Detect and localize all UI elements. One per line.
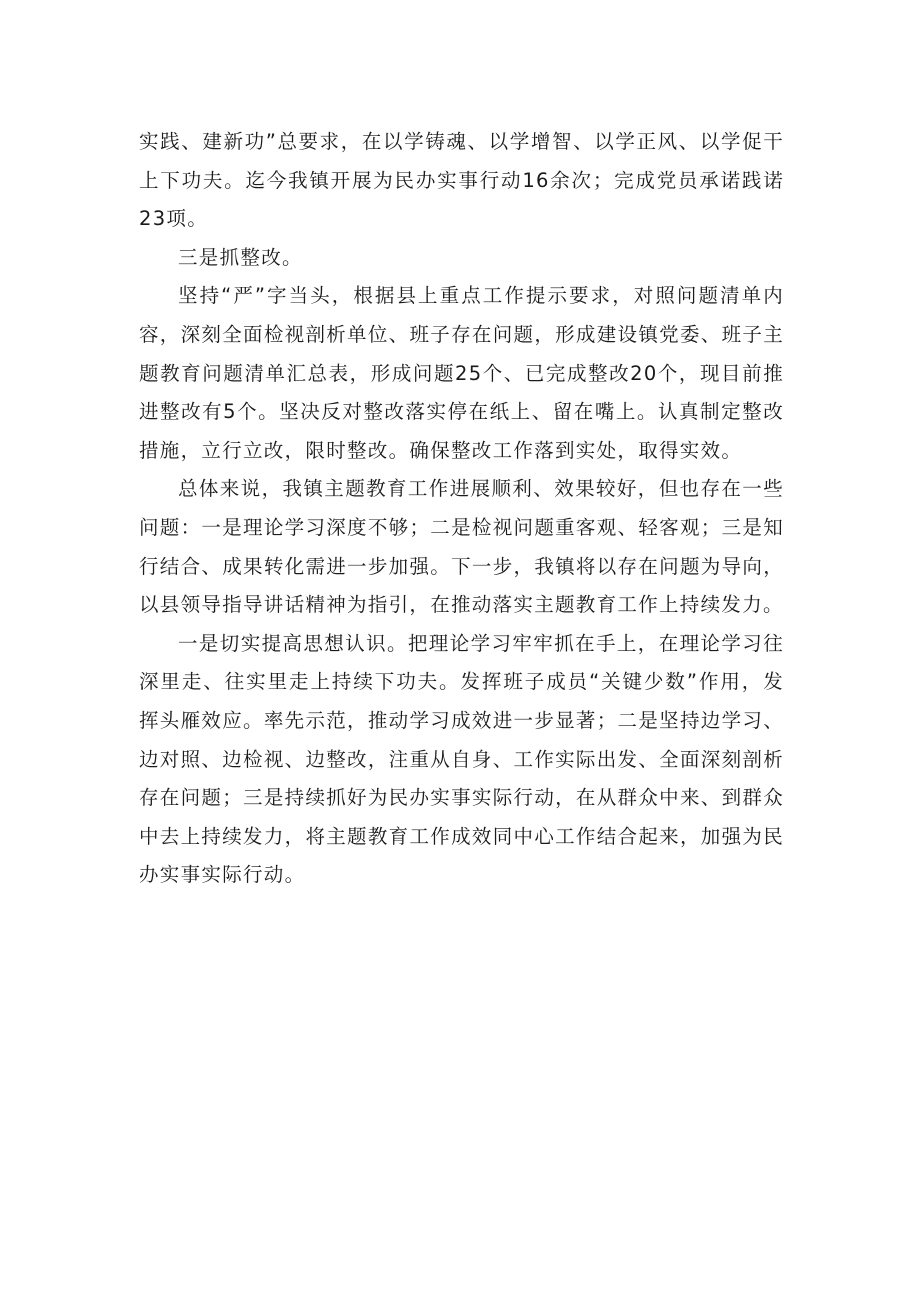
- paragraph-1: 实践、建新功”总要求，在以学铸魂、以学增智、以学正风、以学促干上下功夫。迄今我镇开展为民办实事行动16余次；完成党员承诺践诺23项。: [139, 130, 784, 231]
- paragraph-4: 总体来说，我镇主题教育工作进展顺利、效果较好，但也存在一些问题：一是理论学习深度不够；二是检视问题重客观、轻客观；三是知行结合、成果转化需进一步加强。下一步，我镇将以存在问题为导向，以县领导指导讲话精神为指引，在推动落实主题教育工作上持续发力。: [139, 477, 784, 617]
- paragraph-2: 三是抓整改。: [178, 245, 303, 269]
- paragraph-3: 坚持“严”字当头，根据县上重点工作提示要求，对照问题清单内容，深刻全面检视剖析单位、班子存在问题，形成建设镇党委、班子主题教育问题清单汇总表，形成问题25个、已完成整改20个，现目前推进整改有5个。坚决反对整改落实停在纸上、留在嘴上。认真制定整改措施，立行立改，限时整改。确保整改工作落到实处，取得实效。: [139, 284, 784, 462]
- paragraph-5: 一是切实提高思想认识。把理论学习牢牢抓在手上，在理论学习往深里走、往实里走上持续下功夫。发挥班子成员“关键少数”作用，发挥头雁效应。率先示范，推动学习成效进一步显著；二是坚持边学习、边对照、边检视、边整改，注重从自身、工作实际出发、全面深刻剖析存在问题；三是持续抓好为民办实事实际行动，在从群众中来、到群众中去上持续发力，将主题教育工作成效同中心工作结合起来，加强为民办实事实际行动。: [139, 631, 784, 887]
- document-body: [139, 123, 784, 895]
